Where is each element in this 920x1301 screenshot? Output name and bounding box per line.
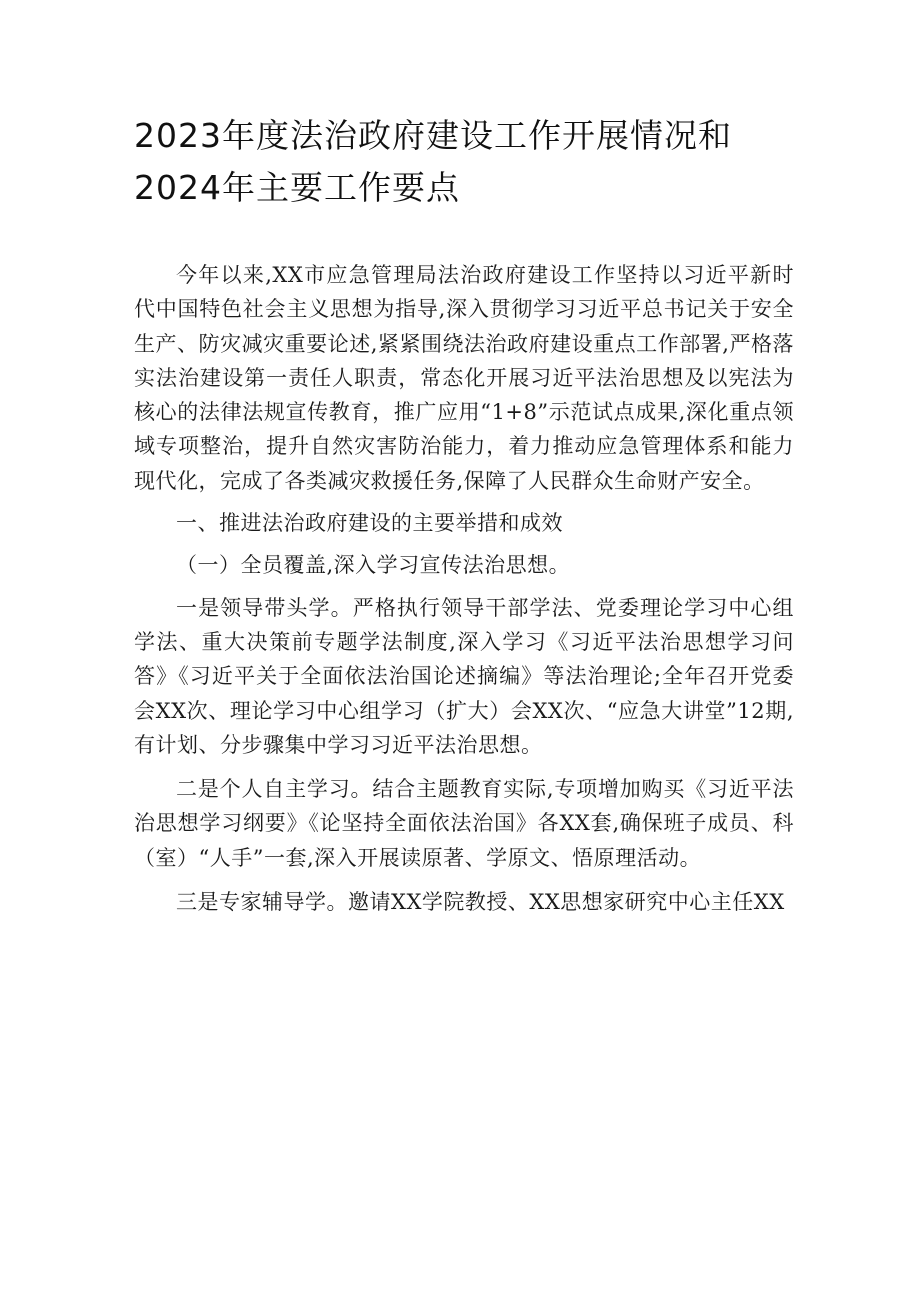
list-item-self-study: 二是个人自主学习。结合主题教育实际,专项增加购买《习近平法治思想学习纲要》《论坚持全面依法治国》各XX套,确保班子成员、科（室）“人手”一套,深入开展读原著、学原文、悟原理活动。 xyxy=(134,777,794,870)
document-title xyxy=(134,110,814,214)
section-heading: 一、推进法治政府建设的主要举措和成效 xyxy=(176,511,563,536)
document-body xyxy=(134,258,794,929)
intro-paragraph: 今年以来,XX市应急管理局法治政府建设工作坚持以习近平新时代中国特色社会主义思想为指导,深入贯彻学习习近平总书记关于安全生产、防灾减灾重要论述,紧紧围绕法治政府建设重点工作部署,严格落实法治建设第一责任人职责，常态化开展习近平法治思想及以宪法为核心的法律法规宣传教育，推广应用“1+8”示范试点成果,深化重点领域专项整治，提升自然灾害防治能力，着力推动应急管理体系和能力现代化，完成了各类减灾救援任务,保障了人民群众生命财产安全。 xyxy=(134,263,794,493)
title-line-1: 2023年度法治政府建设工作开展情况和 xyxy=(134,116,732,155)
title-line-2: 2024年主要工作要点 xyxy=(134,168,460,207)
list-item-leadership-study: 一是领导带头学。严格执行领导干部学法、党委理论学习中心组学法、重大决策前专题学法制度,深入学习《习近平法治思想学习问答》《习近平关于全面依法治国论述摘编》等法治理论;全年召开党委会XX次、理论学习中心组学习（扩大）会XX次、“应急大讲堂”12期,有计划、分步骤集中学习习近平法治思想。 xyxy=(134,595,794,757)
subsection-heading: （一）全员覆盖,深入学习宣传法治思想。 xyxy=(176,553,571,578)
list-item-expert-study: 三是专家辅导学。邀请XX学院教授、XX思想家研究中心主任XX xyxy=(176,890,785,915)
